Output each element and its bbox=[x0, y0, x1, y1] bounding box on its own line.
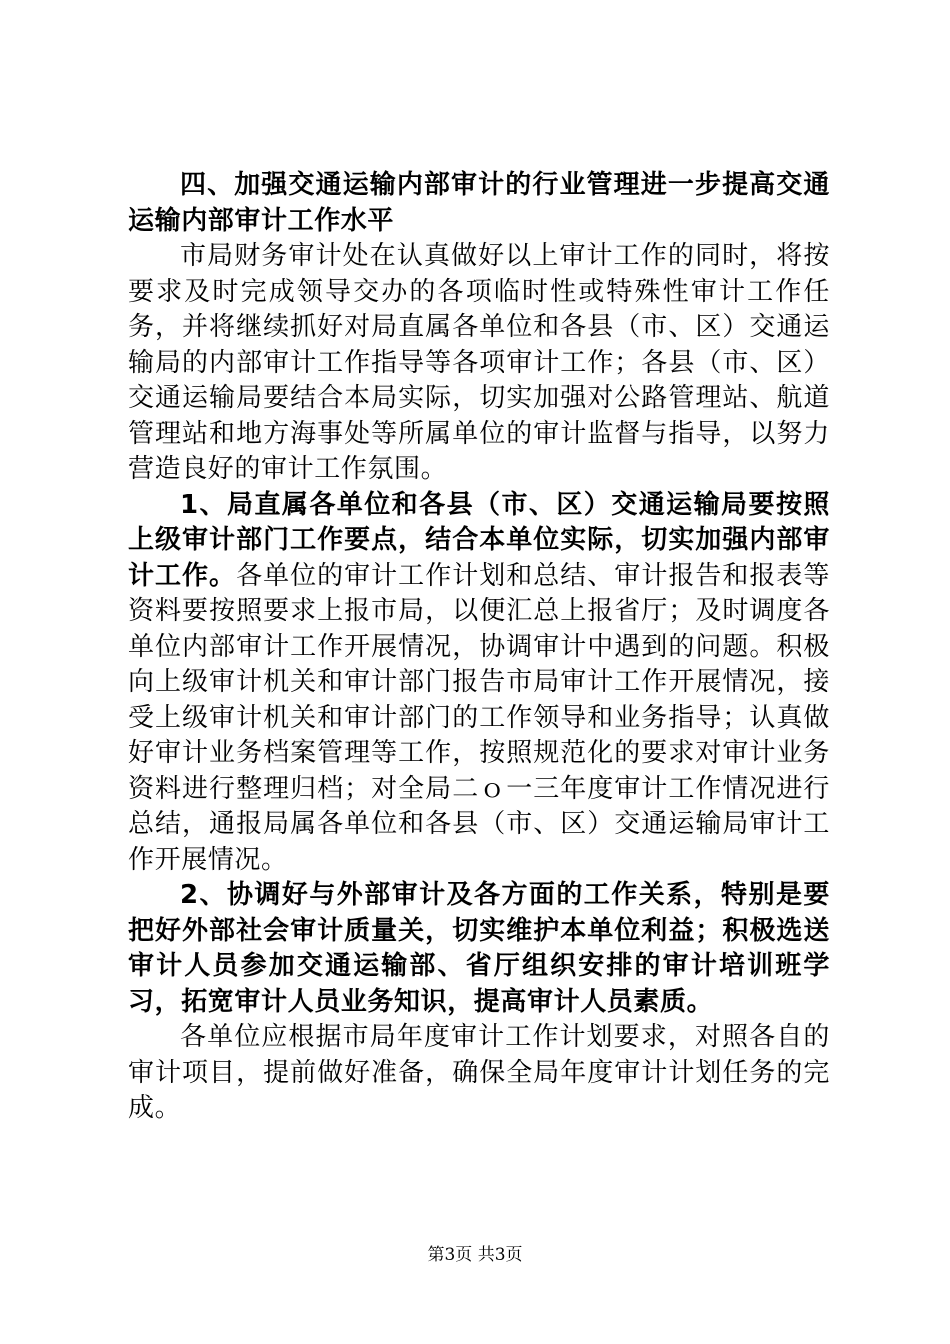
item-2-paragraph: 2、协调好与外部审计及各方面的工作关系，特别是要把好外部社会审计质量关，切实维护本单位利益；积极选送审计人员参加交通运输部、省厅组织安排的审计培训班学习，拓宽审计人员业务知识，提高审计人员素质。 bbox=[128, 880, 830, 1017]
intro-paragraph: 市局财务审计处在认真做好以上审计工作的同时，将按要求及时完成领导交办的各项临时性或特殊性审计工作任务，并将继续抓好对局直属各单位和各县（市、区）交通运输局的内部审计工作指导等各项审计工作；各县（市、区）交通运输局要结合本局实际，切实加强对公路管理站、航道管理站和地方海事处等所属单位的审计监督与指导，以努力营造良好的审计工作氛围。 bbox=[128, 241, 830, 484]
item-1-body: 各单位的审计工作计划和总结、审计报告和报表等资料要按照要求上报市局，以便汇总上报省厅；及时调度各单位内部审计工作开展情况，协调审计中遇到的问题。积极向上级审计机关和审计部门报告市局审计工作开展情况，接受上级审计机关和审计部门的工作领导和业务指导；认真做好审计业务档案管理等工作，按照规范化的要求对审计业务资料进行整理归档；对全局二ｏ一三年度审计工作情况进行总结，通报局属各单位和各县（市、区）交通运输局审计工作开展情况。 bbox=[128, 560, 831, 875]
document-body bbox=[128, 168, 830, 1127]
item-1-lead: 1、局直属各单位和各县（市、区）交通运输局要按照上级审计部门工作要点，结合本单位实际，切实加强内部审计工作。 bbox=[128, 489, 830, 591]
item-1-paragraph bbox=[128, 488, 830, 879]
closing-paragraph: 各单位应根据市局年度审计工作计划要求，对照各自的审计项目，提前做好准备，确保全局年度审计计划任务的完成。 bbox=[128, 1022, 830, 1123]
page-number-footer: 第3页 共3页 bbox=[427, 1245, 523, 1265]
section-heading: 四、加强交通运输内部审计的行业管理进一步提高交通运输内部审计工作水平 bbox=[128, 170, 830, 236]
